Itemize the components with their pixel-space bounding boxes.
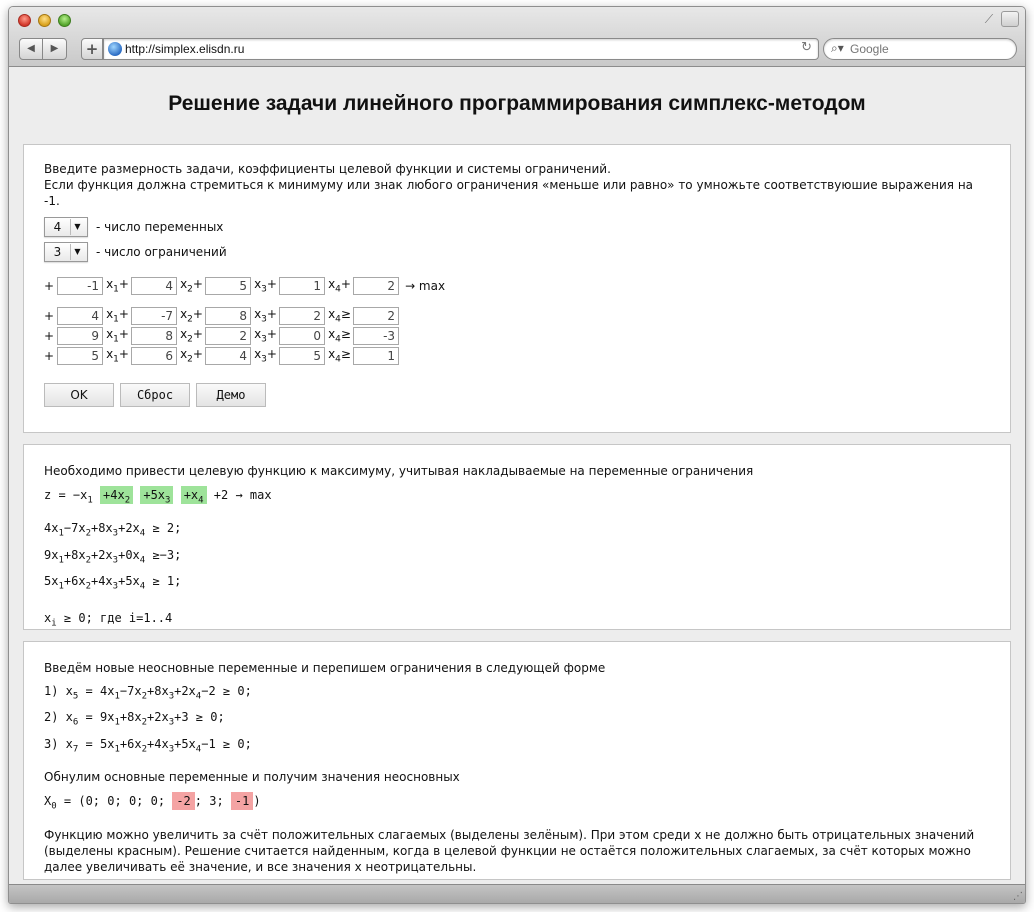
- term-1: 5x: [44, 574, 59, 589]
- var-label-x3: $x_3+$: [254, 327, 277, 345]
- reload-icon[interactable]: ↻: [801, 40, 812, 55]
- var-label-x1: $x_1+$: [106, 347, 129, 365]
- term-1: 4x: [44, 521, 59, 536]
- new-variables: [44, 681, 990, 760]
- step1-panel: [23, 444, 1011, 630]
- var-label-x1: $x_1+$: [106, 327, 129, 345]
- resize-icon: ⟋: [984, 12, 994, 26]
- vars-count-row: [44, 216, 990, 238]
- x-letter: x: [180, 277, 188, 292]
- objective-coef-4[interactable]: [279, 277, 325, 295]
- term-2: +8x: [63, 547, 86, 562]
- browser-toolbar: [9, 7, 1025, 67]
- page-viewport: [9, 68, 1025, 885]
- resize-grip-icon[interactable]: ⋰: [1013, 891, 1023, 902]
- constraint-3-coef-1[interactable]: [57, 347, 103, 365]
- step1-heading: Необходимо привести целевую функцию к максимуму, учитывая накладываемые на переменные ограничения: [44, 464, 754, 478]
- constraint-3-coef-3[interactable]: [205, 347, 251, 365]
- var-label-x2: $x_2+$: [180, 327, 203, 345]
- close-window-button[interactable]: [18, 14, 31, 27]
- var-label-x4: $x_4+$: [328, 277, 351, 295]
- var-label-x3: $x_3+$: [254, 307, 277, 325]
- ge-sign: ≥: [340, 347, 351, 362]
- objective-max-label: → max: [405, 279, 446, 293]
- input-panel: [23, 144, 1011, 433]
- var-label-x2: $x_2+$: [180, 277, 203, 295]
- forward-button[interactable]: ▶: [43, 38, 67, 60]
- zero-heading: Обнулим основные переменные и получим значения неосновных: [44, 770, 460, 785]
- status-bar: [9, 884, 1025, 903]
- term-3: +2x: [90, 547, 113, 562]
- var-label-x2: $x_2+$: [180, 307, 203, 325]
- x-letter: x: [254, 307, 262, 322]
- objective-row: [44, 276, 990, 296]
- x-letter: x: [328, 307, 336, 322]
- explanation-text: Функцию можно увеличить за счёт положительных слагаемых (выделены зелёным). При этом среди x не должно быть отрицательных значений (выделены красным). Решение считается найденным, когда в целевой функции не остаётся положительных слагаемых, за счёт которых можно далее увеличивать её значение, и все значения x неотрицательны.: [44, 827, 975, 874]
- constraint-1-coef-2[interactable]: [131, 307, 177, 325]
- search-icon: ⌕▾: [831, 41, 844, 55]
- constraint-3-rhs[interactable]: [353, 347, 399, 365]
- new-var-row-1: 1) $x_5 = 4x_1-7x_2+8x_3+2x_4-2 \ge 0$;: [44, 684, 252, 702]
- new-var-row-2: 2) $x_6 = 9x_1+8x_2+2x_3+3 \ge 0$;: [44, 710, 225, 728]
- address-bar[interactable]: [103, 38, 819, 60]
- var-label-x3: $x_3+$: [254, 347, 277, 365]
- browser-window: [8, 6, 1026, 904]
- x-letter: x: [254, 327, 262, 342]
- term-1: 9x: [44, 547, 59, 562]
- back-button[interactable]: ◀: [19, 38, 43, 60]
- constraint-3-coef-4[interactable]: [279, 347, 325, 365]
- term-4: +0x: [118, 547, 140, 562]
- intro-line-2: Если функция должна стремиться к минимуму или знак любого ограничения «меньше или равно» то умножьте соответствуюшие выражения на -1.: [44, 178, 974, 208]
- ok-button[interactable]: OK: [44, 383, 114, 407]
- var-label-x1: $x_1+$: [106, 307, 129, 325]
- var-label-x1: $x_1+$: [106, 277, 129, 295]
- url-text[interactable]: http://simplex.elisdn.ru: [125, 42, 245, 56]
- term-3: +8x: [90, 521, 113, 536]
- constraint-2-rhs[interactable]: [353, 327, 399, 345]
- constraint-system: [44, 518, 990, 597]
- constraint-1-rhs[interactable]: [353, 307, 399, 325]
- minimize-window-button[interactable]: [38, 14, 51, 27]
- x-letter: x: [180, 307, 188, 322]
- ge-sign: ≥: [340, 327, 351, 342]
- var-label-x4: $x_4\ge$: [328, 327, 351, 345]
- constraint-2-coef-2[interactable]: [131, 327, 177, 345]
- demo-button[interactable]: Демо: [196, 383, 266, 407]
- rhs: ≥ 1;: [152, 574, 182, 589]
- search-input[interactable]: [850, 41, 1010, 57]
- reset-button[interactable]: Сброс: [120, 383, 190, 407]
- term-2: +6x: [63, 574, 86, 589]
- positive-term: $+5x_3$: [140, 486, 173, 504]
- x-letter: x: [106, 327, 114, 342]
- negative-value: -1: [231, 792, 253, 810]
- var-label-x4: $x_4\ge$: [328, 307, 351, 325]
- var-label-x4: $x_4\ge$: [328, 347, 351, 365]
- constraints-count-row: [44, 241, 990, 263]
- x0-label: X: [44, 794, 52, 809]
- term-4: +5x: [118, 574, 140, 589]
- constraints-count-value: 3: [53, 245, 62, 259]
- action-buttons: [44, 383, 990, 407]
- constraint-row-3: [44, 346, 990, 366]
- objective-expression: $z = -x_1 +4x_2 +5x_3 +x_4 +2 \to \max$: [44, 488, 272, 506]
- plus-sign: +: [44, 329, 55, 343]
- var-label-x3: $x_3+$: [254, 277, 277, 295]
- ge-sign: ≥: [340, 307, 351, 322]
- constraint-3-coef-2[interactable]: [131, 347, 177, 365]
- chevron-down-icon: ▼: [70, 244, 84, 260]
- new-var-row-3: 3) $x_7 = 5x_1+6x_2+4x_3+5x_4-1 \ge 0$;: [44, 736, 252, 755]
- var-label-x2: $x_2+$: [180, 347, 203, 365]
- x-letter: x: [106, 347, 114, 362]
- x-letter: x: [328, 347, 336, 362]
- zoom-window-button[interactable]: [58, 14, 71, 27]
- plus-sign: +: [44, 309, 55, 323]
- x-letter: x: [180, 327, 188, 342]
- x-letter: x: [328, 277, 336, 292]
- negative-value: -2: [172, 792, 194, 810]
- rhs: ≥ 2;: [152, 521, 182, 536]
- constraint-line-3: $5x_1+6x_2+4x_3+5x_4 \ge 1$;: [44, 574, 182, 592]
- page-title: Решение задачи линейного программирования симплекс-методом: [168, 92, 866, 115]
- x-letter: x: [328, 327, 336, 342]
- globe-icon: [108, 42, 122, 56]
- intro-line-1: Введите размерность задачи, коэффициенты целевой функции и системы ограничений.: [44, 162, 611, 176]
- vars-count-select[interactable]: [44, 217, 88, 237]
- objective-coef-1[interactable]: [57, 277, 103, 295]
- plus-sign: +: [44, 349, 55, 363]
- step2-heading: Введём новые неосновные переменные и перепишем ограничения в следующей форме: [44, 661, 606, 675]
- constraint-1-coef-1[interactable]: [57, 307, 103, 325]
- constraints-count-select[interactable]: [44, 242, 88, 262]
- constraints-count-label: - число ограничений: [96, 245, 227, 259]
- row-number: 1): [44, 684, 59, 698]
- term-4: +2x: [118, 521, 140, 536]
- constraint-row-2: [44, 326, 990, 346]
- add-bookmark-button[interactable]: +: [81, 38, 103, 60]
- x-letter: x: [254, 347, 262, 362]
- search-bar[interactable]: [823, 38, 1017, 60]
- nonnegativity: $x_i \ge 0$; где i=1..4: [44, 610, 173, 628]
- objective-coef-2[interactable]: [131, 277, 177, 295]
- x-letter: x: [106, 277, 114, 292]
- x-letter: x: [254, 277, 262, 292]
- vars-count-value: 4: [53, 220, 62, 234]
- x-letter: x: [106, 307, 114, 322]
- constraint-2-coef-1[interactable]: [57, 327, 103, 345]
- rhs: ≥−3;: [152, 547, 182, 562]
- constraint-1-coef-4[interactable]: [279, 307, 325, 325]
- row-number: 3): [44, 736, 59, 751]
- term-3: +4x: [90, 574, 113, 589]
- objective-coef-3[interactable]: [205, 277, 251, 295]
- positive-term: $+x_4$: [181, 486, 207, 504]
- objective-const[interactable]: [353, 277, 399, 295]
- term-2: −7x: [63, 521, 86, 536]
- step2-panel: [23, 641, 1011, 880]
- nonneg-text: ≥ 0; где i=1..4: [63, 610, 173, 625]
- x-letter: x: [180, 347, 188, 362]
- constraint-2-coef-3[interactable]: [205, 327, 251, 345]
- constraint-line-1: $4x_1-7x_2+8x_3+2x_4 \ge 2$;: [44, 521, 182, 539]
- vars-count-label: - число переменных: [96, 220, 224, 234]
- constraint-1-coef-3[interactable]: [205, 307, 251, 325]
- constraint-row-1: [44, 306, 990, 326]
- chevron-down-icon: ▼: [70, 219, 84, 235]
- x0-vector: $X_0 = (0$; 0; 0; 0; -2 ; 3; -1 ): [44, 794, 261, 812]
- positive-term: $+4x_2$: [100, 486, 133, 504]
- row-number: 2): [44, 710, 59, 725]
- constraint-2-coef-4[interactable]: [279, 327, 325, 345]
- constraint-line-2: $9x_1+8x_2+2x_3+0x_4 \ge-3$;: [44, 547, 182, 566]
- plus-sign: +: [44, 279, 55, 293]
- toolbar-toggle-button[interactable]: [1001, 11, 1019, 27]
